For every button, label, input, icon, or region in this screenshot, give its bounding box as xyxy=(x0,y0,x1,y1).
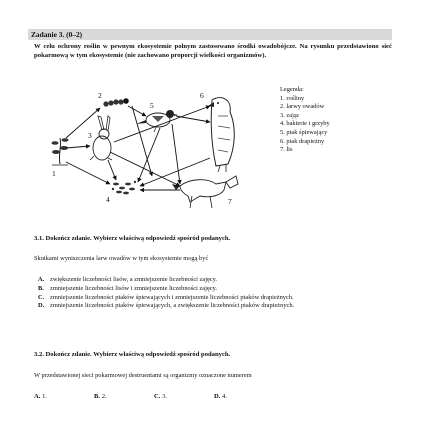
answer-value: 4. xyxy=(222,393,228,400)
diagram-number-7: 7 xyxy=(228,197,232,206)
legend-item: 2. larwy owadów xyxy=(280,103,325,111)
answer-value: 3. xyxy=(162,393,168,400)
hare-icon xyxy=(90,116,112,160)
food-web-arrows xyxy=(66,106,210,190)
option-letter: C. xyxy=(38,293,45,301)
question-3-1-heading: 3.1. Dokończ zdanie. Wybierz właściwą odpowiedź spośród podanych. xyxy=(34,235,231,242)
food-web-diagram xyxy=(40,86,280,218)
option-c[interactable] xyxy=(38,294,392,302)
legend-item: 7. lis xyxy=(280,146,293,154)
answer-letter: D. xyxy=(214,393,221,400)
task-title: Zadanie 3. (0–2) xyxy=(31,30,83,39)
diagram-number-1: 1 xyxy=(52,169,56,178)
answer-letter: B. xyxy=(94,393,101,400)
legend-item: 1. rośliny xyxy=(280,94,305,102)
answer-a[interactable] xyxy=(34,392,94,401)
diagram-number-2: 2 xyxy=(98,91,102,100)
legend-item: 5. ptak śpiewający xyxy=(280,128,328,136)
option-text: zmniejszenie liczebności lisów i zmniejszenie liczebności zajęcy. xyxy=(50,284,217,292)
answer-letter: A. xyxy=(34,393,41,400)
option-text: zwiększenie liczebności lisów, a zmniejszenie liczebności zajęcy. xyxy=(50,276,218,283)
diagram-number-4: 4 xyxy=(106,195,110,204)
question-3-2-prompt: W przedstawionej sieci pokarmowej destruentami są organizmy oznaczone numerem xyxy=(34,372,252,379)
answer-letter: C. xyxy=(154,393,161,400)
option-text: zmniejszenie liczebności ptaków śpiewających i zmniejszenie liczebności ptaków drapieżnych. xyxy=(50,293,294,301)
option-letter: B. xyxy=(38,284,44,292)
diagram-number-5: 5 xyxy=(150,101,154,110)
answer-value: 1. xyxy=(42,393,48,400)
answer-value: 2. xyxy=(101,393,107,400)
task-header-bar xyxy=(28,29,392,40)
diagram-number-3: 3 xyxy=(88,131,92,140)
diagram-number-6: 6 xyxy=(200,91,204,100)
answer-d[interactable] xyxy=(214,392,274,401)
answer-c[interactable] xyxy=(154,392,214,401)
question-3-2-answers xyxy=(34,392,274,401)
legend-item: 6. ptak drapieżny xyxy=(280,137,325,145)
option-b[interactable] xyxy=(38,285,392,293)
option-text: zmniejszenie liczebności ptaków śpiewających, a zwiększenie liczebności ptaków drapieżnych. xyxy=(50,302,295,310)
legend-item: 3. zając xyxy=(280,111,300,119)
question-3-1-options xyxy=(38,276,392,311)
task-intro: W celu ochrony roślin w pewnym ekosystemie polnym zastosowano środki owadobójcze. Na rysunku przedstawiono sieć pokarmową w tym ekosystemie (nie zachowano proporcji wielkości organizmów). xyxy=(34,43,392,59)
answer-b[interactable] xyxy=(94,392,154,401)
option-a[interactable] xyxy=(38,276,392,284)
caterpillar-icon xyxy=(103,98,128,106)
bird-of-prey-icon xyxy=(208,98,234,172)
songbird-icon xyxy=(136,110,178,132)
option-d[interactable] xyxy=(38,302,392,310)
option-letter: D. xyxy=(38,302,45,310)
question-3-2-heading: 3.2. Dokończ zdanie. Wybierz właściwą odpowiedź spośród podanych. xyxy=(34,351,231,358)
legend-item: 4. bakterie i grzyby xyxy=(280,120,330,128)
option-letter: A. xyxy=(38,276,45,283)
legend-title: Legenda: xyxy=(280,86,304,93)
legend xyxy=(280,86,330,155)
plant-icon xyxy=(52,138,69,165)
bacteria-fungi-icon xyxy=(112,181,136,195)
question-3-1-prompt: Skutkami wyniszczenia larw owadów w tym ekosystemie mogą być xyxy=(34,255,209,262)
